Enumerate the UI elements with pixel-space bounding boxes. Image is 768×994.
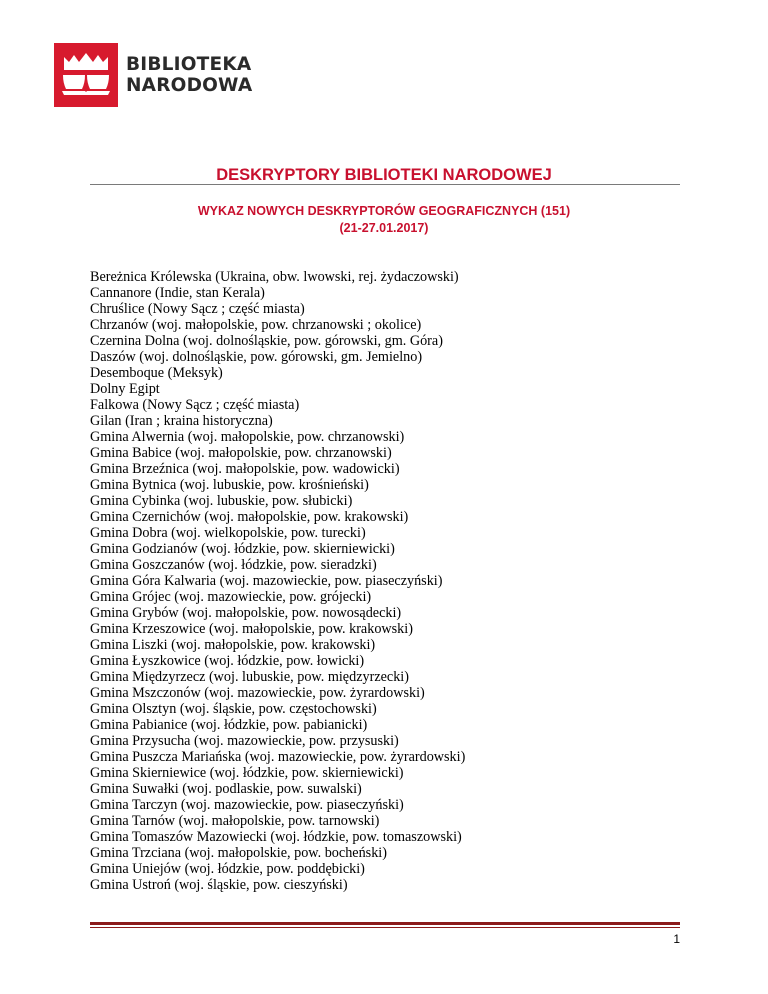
list-item: Gmina Godzianów (woj. łódzkie, pow. skierniewicki) (90, 541, 395, 557)
list-item: Gmina Tomaszów Mazowiecki (woj. łódzkie, pow. tomaszowski) (90, 829, 462, 845)
list-item: Gmina Łyszkowice (woj. łódzkie, pow. łowicki) (90, 653, 365, 669)
subtitle-date-range: (21-27.01.2017) (339, 221, 429, 235)
list-item: Gmina Alwernia (woj. małopolskie, pow. chrzanowski) (90, 429, 405, 445)
list-item: Gmina Góra Kalwaria (woj. mazowieckie, pow. piaseczyński) (90, 573, 443, 589)
title-divider (90, 184, 680, 185)
list-item: Gmina Tarczyn (woj. mazowieckie, pow. piaseczyński) (90, 797, 404, 813)
logo-wordmark (126, 54, 252, 96)
list-item: Gmina Tarnów (woj. małopolskie, pow. tarnowski) (90, 813, 380, 829)
list-item: Gmina Czernichów (woj. małopolskie, pow. krakowski) (90, 509, 409, 525)
list-item: Chrzanów (woj. małopolskie, pow. chrzanowski ; okolice) (90, 317, 422, 333)
list-item: Czernina Dolna (woj. dolnośląskie, pow. górowski, gm. Góra) (90, 333, 443, 349)
list-item: Gilan (Iran ; kraina historyczna) (90, 413, 273, 429)
footer-rule-thin (90, 927, 680, 928)
library-logo (54, 43, 252, 107)
list-item: Cannanore (Indie, stan Kerala) (90, 285, 265, 301)
list-item: Gmina Dobra (woj. wielkopolskie, pow. turecki) (90, 525, 366, 541)
page-number: 1 (673, 932, 680, 946)
list-item: Gmina Ustroń (woj. śląskie, pow. cieszyński) (90, 877, 348, 893)
logo-line-2: NARODOWA (126, 75, 253, 96)
list-item: Gmina Mszczonów (woj. mazowieckie, pow. żyrardowski) (90, 685, 425, 701)
crown-book-logo-icon (54, 43, 118, 107)
list-item: Gmina Międzyrzecz (woj. lubuskie, pow. międzyrzecki) (90, 669, 409, 685)
list-item: Gmina Uniejów (woj. łódzkie, pow. poddębicki) (90, 861, 365, 877)
document-subtitle (90, 203, 678, 237)
list-item: Gmina Trzciana (woj. małopolskie, pow. bocheński) (90, 845, 387, 861)
list-item: Daszów (woj. dolnośląskie, pow. górowski, gm. Jemielno) (90, 349, 423, 365)
list-item: Gmina Olsztyn (woj. śląskie, pow. częstochowski) (90, 701, 377, 717)
list-item: Gmina Suwałki (woj. podlaskie, pow. suwalski) (90, 781, 362, 797)
list-item: Gmina Brzeźnica (woj. małopolskie, pow. wadowicki) (90, 461, 400, 477)
list-item: Gmina Babice (woj. małopolskie, pow. chrzanowski) (90, 445, 392, 461)
list-item: Dolny Egipt (90, 381, 160, 397)
subtitle-line-1: WYKAZ NOWYCH DESKRYPTORÓW GEOGRAFICZNYCH (151) (197, 204, 571, 218)
descriptor-list (90, 269, 465, 893)
list-item: Gmina Grybów (woj. małopolskie, pow. nowosądecki) (90, 605, 402, 621)
list-item: Falkowa (Nowy Sącz ; część miasta) (90, 397, 300, 413)
logo-line-1: BIBLIOTEKA (126, 54, 252, 75)
list-item: Gmina Skierniewice (woj. łódzkie, pow. skierniewicki) (90, 765, 404, 781)
list-item: Gmina Bytnica (woj. lubuskie, pow. krośnieński) (90, 477, 369, 493)
footer-rule-thick (90, 922, 680, 925)
list-item: Gmina Grójec (woj. mazowieckie, pow. grójecki) (90, 589, 372, 605)
list-item: Gmina Cybinka (woj. lubuskie, pow. słubicki) (90, 493, 353, 509)
list-item: Gmina Przysucha (woj. mazowieckie, pow. przysuski) (90, 733, 399, 749)
list-item: Gmina Liszki (woj. małopolskie, pow. krakowski) (90, 637, 376, 653)
list-item: Gmina Pabianice (woj. łódzkie, pow. pabianicki) (90, 717, 368, 733)
document-title: DESKRYPTORY BIBLIOTEKI NARODOWEJ (216, 166, 552, 184)
list-item: Desemboque (Meksyk) (90, 365, 223, 381)
list-item: Gmina Puszcza Mariańska (woj. mazowieckie, pow. żyrardowski) (90, 749, 466, 765)
list-item: Gmina Krzeszowice (woj. małopolskie, pow. krakowski) (90, 621, 413, 637)
list-item: Bereżnica Królewska (Ukraina, obw. lwowski, rej. żydaczowski) (90, 269, 459, 285)
list-item: Gmina Goszczanów (woj. łódzkie, pow. sieradzki) (90, 557, 377, 573)
list-item: Chruślice (Nowy Sącz ; część miasta) (90, 301, 305, 317)
